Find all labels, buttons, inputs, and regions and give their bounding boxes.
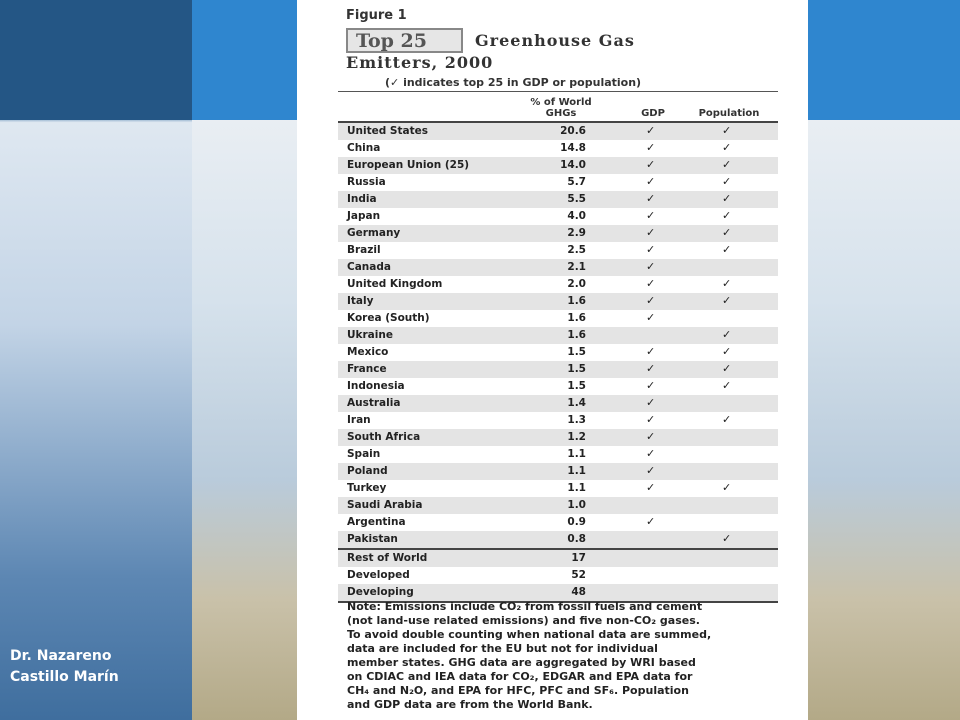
population-check-icon: ✓ [722, 379, 732, 392]
table-row [338, 225, 778, 242]
ghg-share: 2.5 [567, 244, 586, 256]
gdp-check-icon: ✓ [646, 311, 656, 324]
summary-row [338, 550, 778, 567]
country-name: South Africa [347, 431, 421, 443]
country-name: United Kingdom [347, 278, 443, 290]
ghg-share: 1.6 [567, 295, 586, 307]
table-row [338, 429, 778, 446]
country-name: United States [347, 125, 428, 137]
gdp-check-icon: ✓ [646, 430, 656, 443]
ghg-share: 4.0 [567, 210, 586, 222]
country-name: Korea (South) [347, 312, 430, 324]
header-ghg-line2: GHGs [545, 108, 577, 119]
summary-value: 52 [571, 569, 586, 581]
author-credit: Dr. Nazareno Castillo Marín [10, 648, 119, 685]
gdp-check-icon: ✓ [646, 243, 656, 256]
table-row [338, 412, 778, 429]
population-check-icon: ✓ [722, 345, 732, 358]
country-name: China [347, 142, 381, 154]
country-name: Argentina [347, 516, 406, 528]
country-name: Canada [347, 261, 391, 273]
ghg-share: 2.9 [567, 227, 586, 239]
table-row [338, 327, 778, 344]
country-name: Indonesia [347, 380, 405, 392]
ghg-share: 1.6 [567, 329, 586, 341]
table-row [338, 310, 778, 327]
country-name: Mexico [347, 346, 389, 358]
country-name: European Union (25) [347, 159, 470, 171]
ghg-share: 1.4 [567, 397, 586, 409]
table-row [338, 361, 778, 378]
summary-row [338, 567, 778, 584]
population-check-icon: ✓ [722, 328, 732, 341]
table-top-rule [338, 91, 778, 92]
country-name: Iran [347, 414, 371, 426]
ghg-share: 1.5 [567, 363, 586, 375]
table-row [338, 344, 778, 361]
gdp-check-icon: ✓ [646, 175, 656, 188]
gdp-check-icon: ✓ [646, 464, 656, 477]
ghg-share: 20.6 [560, 125, 586, 137]
ghg-share: 1.0 [567, 499, 586, 511]
table-row [338, 480, 778, 497]
ghg-share: 5.5 [567, 193, 586, 205]
country-name: Turkey [347, 482, 387, 494]
summary-value: 17 [571, 552, 586, 564]
population-check-icon: ✓ [722, 175, 732, 188]
emitters-table [338, 123, 778, 601]
gdp-check-icon: ✓ [646, 447, 656, 460]
country-name: Japan [347, 210, 381, 222]
ghg-share: 1.1 [567, 482, 586, 494]
ghg-share: 0.8 [567, 533, 586, 545]
country-name: Italy [347, 295, 374, 307]
country-name: Pakistan [347, 533, 398, 545]
table-row [338, 208, 778, 225]
table-row [338, 123, 778, 140]
left-top-block [0, 0, 192, 120]
ghg-share: 2.0 [567, 278, 586, 290]
gdp-check-icon: ✓ [646, 192, 656, 205]
gdp-check-icon: ✓ [646, 124, 656, 137]
gdp-check-icon: ✓ [646, 379, 656, 392]
table-row [338, 276, 778, 293]
ghg-share: 1.1 [567, 465, 586, 477]
table-row [338, 497, 778, 514]
gdp-check-icon: ✓ [646, 515, 656, 528]
summary-name: Rest of World [347, 552, 428, 564]
table-row [338, 463, 778, 480]
ghg-share: 1.2 [567, 431, 586, 443]
ghg-share: 5.7 [567, 176, 586, 188]
country-name: Saudi Arabia [347, 499, 423, 511]
country-name: Germany [347, 227, 401, 239]
table-row [338, 157, 778, 174]
title-box [346, 28, 463, 53]
summary-name: Developing [347, 586, 414, 598]
table-row [338, 259, 778, 276]
table-row [338, 446, 778, 463]
country-name: Brazil [347, 244, 381, 256]
table-row [338, 242, 778, 259]
ghg-share: 0.9 [567, 516, 586, 528]
gdp-check-icon: ✓ [646, 277, 656, 290]
ghg-share: 2.1 [567, 261, 586, 273]
table-row [338, 174, 778, 191]
table-row [338, 378, 778, 395]
gdp-check-icon: ✓ [646, 209, 656, 222]
gdp-check-icon: ✓ [646, 396, 656, 409]
population-check-icon: ✓ [722, 277, 732, 290]
gdp-check-icon: ✓ [646, 141, 656, 154]
ghg-share: 1.5 [567, 346, 586, 358]
header-ghg-line1: % of World [530, 97, 592, 108]
population-check-icon: ✓ [722, 226, 732, 239]
population-check-icon: ✓ [722, 192, 732, 205]
population-check-icon: ✓ [722, 532, 732, 545]
country-name: Poland [347, 465, 388, 477]
ghg-share: 1.5 [567, 380, 586, 392]
table-row [338, 531, 778, 548]
country-name: India [347, 193, 377, 205]
gdp-check-icon: ✓ [646, 481, 656, 494]
gdp-check-icon: ✓ [646, 362, 656, 375]
gdp-check-icon: ✓ [646, 260, 656, 273]
population-check-icon: ✓ [722, 362, 732, 375]
gdp-check-icon: ✓ [646, 413, 656, 426]
table-row [338, 514, 778, 531]
gdp-check-icon: ✓ [646, 226, 656, 239]
summary-name: Developed [347, 569, 410, 581]
population-check-icon: ✓ [722, 141, 732, 154]
ghg-share: 14.0 [560, 159, 586, 171]
population-check-icon: ✓ [722, 209, 732, 222]
ghg-share: 14.8 [560, 142, 586, 154]
title-box-text: Top 25 [356, 30, 427, 52]
header-gdp: GDP [641, 108, 665, 119]
country-name: Spain [347, 448, 381, 460]
figure-subtitle: (✓ indicates top 25 in GDP or population) [385, 76, 642, 89]
gdp-check-icon: ✓ [646, 158, 656, 171]
figure-note: Note: Emissions include CO₂ from fossil fuels and cement (not land-use related emissions) and five non-CO₂ gases. To avoid double counting when national data are summed, data are included for the EU but not for individual member states. GHG data are aggregated by WRI based on CDIAC and IEA data for CO₂, EDGAR and EPA data for CH₄ and N₂O, and EPA for HFC, PFC and SF₆. Population and GDP data are from the World Bank. [347, 600, 712, 711]
population-check-icon: ✓ [722, 243, 732, 256]
country-name: Australia [347, 397, 401, 409]
population-check-icon: ✓ [722, 124, 732, 137]
country-name: France [347, 363, 387, 375]
table-row [338, 191, 778, 208]
summary-row [338, 584, 778, 601]
population-check-icon: ✓ [722, 158, 732, 171]
country-name: Russia [347, 176, 386, 188]
table-row [338, 293, 778, 310]
country-name: Ukraine [347, 329, 393, 341]
header-ghg [521, 97, 601, 119]
summary-value: 48 [571, 586, 586, 598]
ghg-share: 1.1 [567, 448, 586, 460]
table-row [338, 395, 778, 412]
population-check-icon: ✓ [722, 413, 732, 426]
table-row [338, 140, 778, 157]
figure-label: Figure 1 [346, 8, 407, 23]
figure-page [297, 0, 808, 720]
ghg-share: 1.6 [567, 312, 586, 324]
gdp-check-icon: ✓ [646, 294, 656, 307]
figure-title-line1: Greenhouse Gas [475, 31, 635, 50]
gdp-check-icon: ✓ [646, 345, 656, 358]
population-check-icon: ✓ [722, 294, 732, 307]
figure-title-line2: Emitters, 2000 [346, 53, 494, 72]
ghg-share: 1.3 [567, 414, 586, 426]
header-population: Population [698, 108, 760, 119]
population-check-icon: ✓ [722, 481, 732, 494]
